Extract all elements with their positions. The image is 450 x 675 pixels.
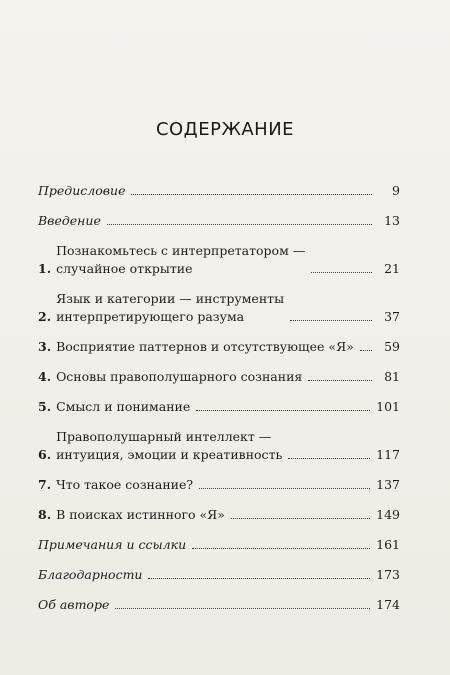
toc-entry-title: Основы правополушарного сознания: [56, 369, 303, 384]
toc-entry-number: 8.: [38, 507, 52, 522]
toc-entry: [38, 506, 400, 524]
toc-entry-number: 4.: [38, 369, 52, 384]
page-title: СОДЕРЖАНИЕ: [155, 119, 295, 140]
dot-leader: [192, 548, 370, 549]
toc-entry-number: 5.: [38, 399, 52, 414]
toc-entry-page: 137: [376, 477, 400, 492]
toc-entry: [38, 566, 400, 584]
dot-leader: [290, 320, 372, 321]
toc-entry-title: Язык и категории — инструменты: [56, 291, 285, 306]
toc-entry: [38, 338, 400, 356]
toc-entry-title: Что такое сознание?: [56, 477, 194, 492]
toc-entry: [38, 182, 400, 200]
toc-entry-title-cont: интерпретирующего разума: [56, 309, 245, 324]
table-of-contents: [38, 182, 400, 626]
toc-entry: [38, 536, 400, 554]
toc-entry-page: 161: [376, 537, 400, 552]
dot-leader: [288, 458, 370, 459]
toc-entry-title: Правополушарный интеллект —: [56, 429, 272, 444]
toc-entry-page: 13: [384, 213, 400, 228]
toc-entry: [38, 290, 400, 326]
toc-entry: [38, 212, 400, 230]
toc-entry: [38, 242, 400, 278]
toc-entry-title: Познакомьтесь с интерпретатором —: [56, 243, 306, 258]
toc-entry-page: 101: [376, 399, 400, 414]
dot-leader: [231, 518, 370, 519]
toc-entry-page: 21: [384, 261, 400, 276]
toc-entry-number: 7.: [38, 477, 52, 492]
toc-entry-page: 37: [384, 309, 400, 324]
toc-entry: [38, 428, 400, 464]
toc-entry-number: 6.: [38, 447, 52, 462]
toc-entry-title: Благодарности: [38, 567, 143, 582]
toc-entry-page: 59: [384, 339, 400, 354]
toc-entry: [38, 368, 400, 386]
dot-leader: [107, 224, 372, 225]
toc-entry-number: 1.: [38, 261, 52, 276]
toc-entry-page: 149: [376, 507, 400, 522]
dot-leader: [311, 272, 372, 273]
dot-leader: [148, 578, 370, 579]
dot-leader: [199, 488, 370, 489]
toc-entry-number: 3.: [38, 339, 52, 354]
toc-entry-title: Об авторе: [38, 597, 110, 612]
toc-entry-title: Примечания и ссылки: [38, 537, 187, 552]
toc-entry-title: В поисках истинного «Я»: [56, 507, 225, 522]
toc-entry-page: 117: [376, 447, 400, 462]
toc-entry-title: Смысл и понимание: [56, 399, 191, 414]
toc-entry-number: 2.: [38, 309, 52, 324]
toc-entry-title: Восприятие паттернов и отсутствующее «Я»: [56, 339, 354, 354]
dot-leader: [360, 350, 372, 351]
toc-entry-page: 173: [376, 567, 400, 582]
dot-leader: [131, 194, 372, 195]
toc-entry-page: 81: [384, 369, 400, 384]
toc-entry: [38, 596, 400, 614]
dot-leader: [115, 608, 370, 609]
toc-entry-page: 9: [392, 183, 400, 198]
toc-entry-title: Введение: [38, 213, 101, 228]
toc-entry-page: 174: [376, 597, 400, 612]
toc-entry-title-cont: интуиция, эмоции и креативность: [56, 447, 283, 462]
dot-leader: [308, 380, 372, 381]
toc-entry: [38, 476, 400, 494]
dot-leader: [196, 410, 370, 411]
toc-entry-title-cont: случайное открытие: [56, 261, 193, 276]
toc-entry: [38, 398, 400, 416]
toc-entry-title: Предисловие: [38, 183, 126, 198]
